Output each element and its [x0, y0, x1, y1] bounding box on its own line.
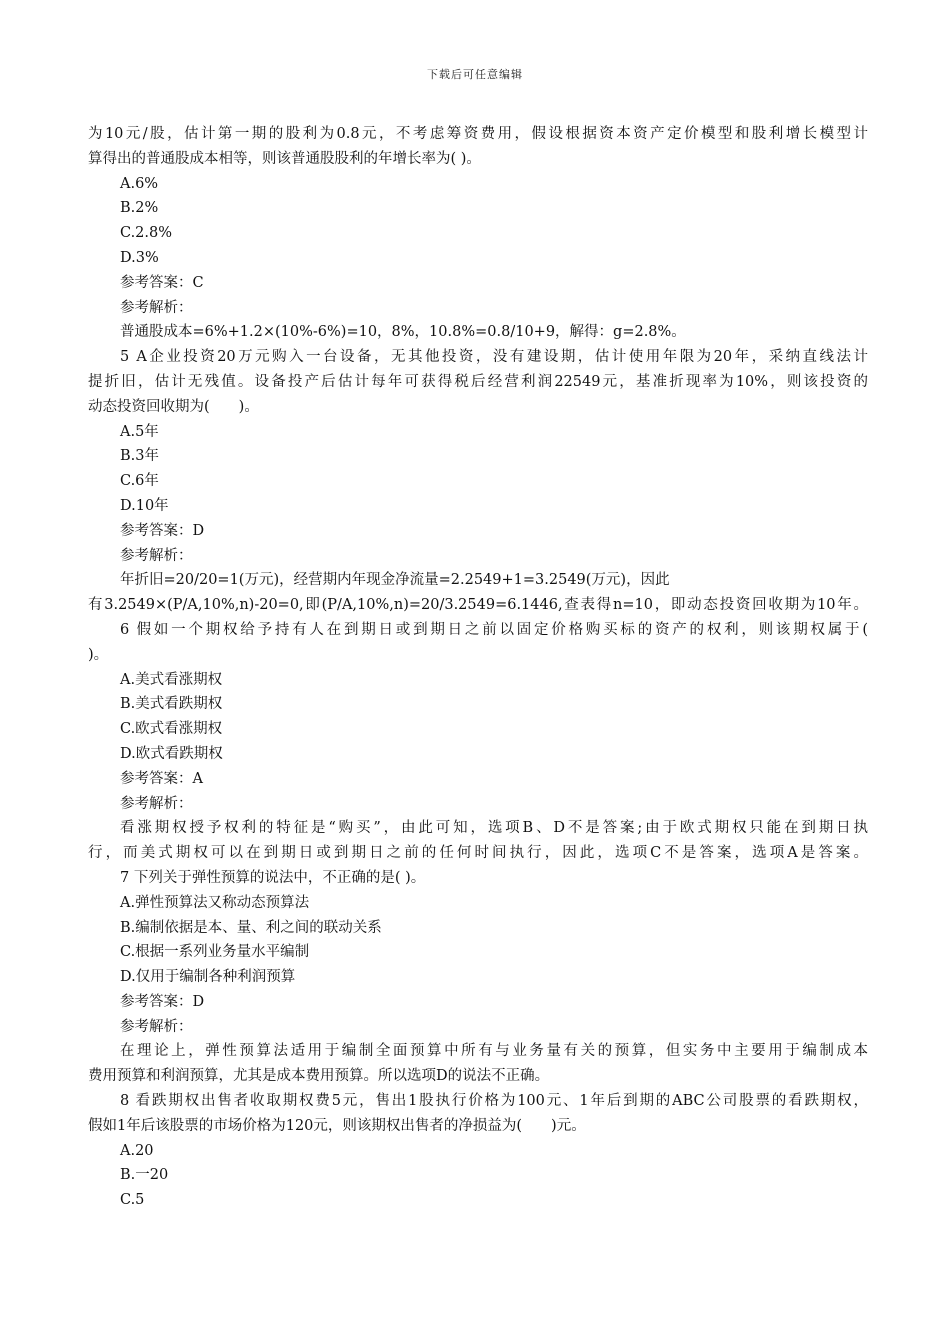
- text-line: 参考解析：: [120, 299, 193, 316]
- text-line: C.6年: [120, 473, 159, 490]
- text-line: 7 下列关于弹性预算的说法中，不正确的是( )。: [120, 869, 426, 886]
- text-line: A.弹性预算法又称动态预算法: [120, 894, 310, 911]
- text-line: 参考答案：D: [120, 522, 205, 539]
- text-line: B.美式看跌期权: [120, 696, 223, 713]
- text-line: D.欧式看跌期权: [120, 745, 223, 762]
- text-line: 参考解析：: [120, 547, 193, 564]
- document-body: [88, 122, 868, 1213]
- text-line: 6 假如一个期权给予持有人在到期日或到期日之前以固定价格购买标的资产的权利，则该期权属于(: [120, 621, 868, 638]
- text-line: A.20: [120, 1142, 154, 1159]
- text-line: 假如1年后该股票的市场价格为120元，则该期权出售者的净损益为( )元。: [88, 1117, 586, 1134]
- text-line: 8 看跌期权出售者收取期权费5元，售出1股执行价格为100元、1年后到期的ABC公司股票的看跌期权，: [120, 1093, 868, 1110]
- text-line: 参考答案：D: [120, 993, 205, 1010]
- text-line: 参考答案：A: [120, 770, 203, 787]
- page-header: 下载后可任意编辑: [427, 68, 523, 81]
- text-line: D.10年: [120, 497, 169, 514]
- text-line: C.欧式看涨期权: [120, 721, 223, 738]
- text-line: A.6%: [120, 175, 159, 192]
- text-line: B.一20: [120, 1167, 169, 1184]
- text-line: 动态投资回收期为( )。: [88, 398, 259, 415]
- text-line: 行，而美式期权可以在到期日或到期日之前的任何时间执行，因此，选项C不是答案，选项A是答案。: [88, 845, 868, 862]
- text-line: 看涨期权授予权利的特征是“购买”，由此可知，选项B、D不是答案;由于欧式期权只能在到期日执: [120, 820, 868, 837]
- text-line: B.3年: [120, 448, 159, 465]
- text-line: 在理论上，弹性预算法适用于编制全面预算中所有与业务量有关的预算，但实务中主要用于编制成本: [120, 1043, 868, 1060]
- text-line: C.2.8%: [120, 225, 173, 242]
- text-line: D.3%: [120, 249, 159, 266]
- text-line: 普通股成本=6%+1.2×(10%-6%)=10，8%，10.8%=0.8/10+9，解得：g=2.8%。: [120, 324, 686, 341]
- text-line: D.仅用于编制各种利润预算: [120, 969, 296, 986]
- text-line: )。: [88, 646, 109, 663]
- text-line: 为10元/股，估计第一期的股利为0.8元，不考虑筹资费用，假设根据资本资产定价模型和股利增长模型计: [88, 126, 868, 142]
- text-line: 5 A企业投资20万元购入一台设备，无其他投资，没有建设期，估计使用年限为20年，采纳直线法计: [120, 349, 868, 366]
- text-line: A.美式看涨期权: [120, 671, 223, 688]
- text-line: C.根据一系列业务量水平编制: [120, 944, 310, 961]
- text-line: C.5: [120, 1192, 145, 1209]
- text-line: 费用预算和利润预算，尤其是成本费用预算。所以选项D的说法不正确。: [88, 1068, 550, 1085]
- text-line: B.编制依据是本、量、利之间的联动关系: [120, 919, 382, 936]
- text-line: 提折旧，估计无残值。设备投产后估计每年可获得税后经营利润22549元，基准折现率为10%，则该投资的: [88, 373, 868, 390]
- text-line: A.5年: [120, 423, 159, 440]
- text-line: 年折旧=20/20=1(万元)，经营期内年现金净流量=2.2549+1=3.2549(万元)，因此: [120, 572, 670, 589]
- text-line: 参考解析：: [120, 1018, 193, 1035]
- text-line: B.2%: [120, 200, 159, 217]
- text-line: 算得出的普通股成本相等，则该普通股股利的年增长率为( )。: [88, 150, 481, 167]
- text-line: 有3.2549×(P/A,10%,n)-20=0,即(P/A,10%,n)=20/3.2549=6.1446,查表得n=10，即动态投资回收期为10年。: [88, 597, 868, 614]
- text-line: 参考答案：C: [120, 274, 204, 291]
- text-line: 参考解析：: [120, 795, 193, 812]
